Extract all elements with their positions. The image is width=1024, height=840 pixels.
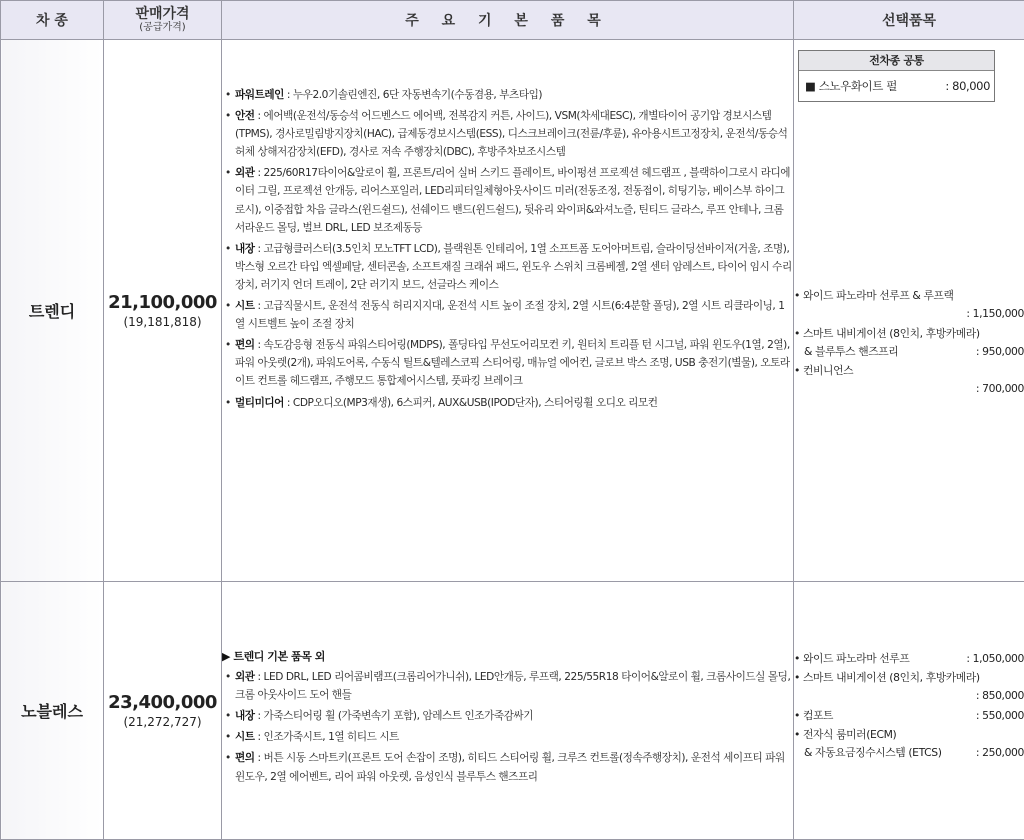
sale-price: 23,400,000 bbox=[104, 692, 221, 713]
basic-item bbox=[222, 394, 793, 412]
option-name: • 스마트 내비게이션 (8인치, 후방카메라) bbox=[794, 325, 1024, 343]
supply-price: (19,181,818) bbox=[104, 315, 221, 329]
option-name: • 컴포트 bbox=[794, 707, 976, 725]
basic-item-category: 멀티미디어 bbox=[235, 397, 284, 409]
bullet-icon: • bbox=[225, 164, 231, 182]
basic-item-category: 외관 bbox=[235, 167, 255, 179]
header-price bbox=[104, 1, 222, 40]
basic-item-category: 안전 bbox=[235, 110, 255, 122]
header-model: 차 종 bbox=[1, 1, 104, 40]
header-options: 선택품목 bbox=[794, 1, 1024, 40]
basic-item-category: 내장 bbox=[235, 243, 255, 255]
basic-item-text: : 225/60R17타이어&알로이 휠, 프론트/리어 실버 스키드 플레이트, 바이펑션 프로젝션 헤드램프 , 블랙하이그로시 라디에이터 그릴, 프로젝션 안개등, 리어스포일러, LED리피터일체형아웃사이드 미러(전동조정, 전동접이, 히팅기능, 베이스부 하이그로시), 이중접합 차음 글라스(윈드쉴드), 선쉐이드 밴드(윈드쉴드), 뒷유리 와이퍼&와셔노즐, 틴티드 글라스, 루프 안테나, 크롬서라운드 몰딩, 벌브 DRL, LED 보조제동등 bbox=[235, 167, 790, 233]
option-name: & 자동요금징수시스템 (ETCS) bbox=[804, 744, 976, 762]
basic-item-text: : LED DRL, LED 리어콤비램프(크롬리어가니쉬), LED안개등, 루프랙, 225/55R18 타이어&알로이 휠, 크롬사이드실 몰딩, 크롬 아웃사이드 도어 핸들 bbox=[235, 671, 790, 701]
basic-item-text: : 고급직물시트, 운전석 전동식 허리지지대, 운전석 시트 높이 조절 장치, 2열 시트(6:4분할 폴딩), 2열 시트 리클라이닝, 1열 시트벨트 높이 조절 장치 bbox=[235, 300, 785, 330]
basic-item bbox=[222, 728, 793, 746]
option-item bbox=[794, 650, 1024, 668]
basic-item-text: : 에어백(운전석/동승석 어드벤스드 에어백, 전복감지 커튼, 사이드), VSM(차세대ESC), 개별타이어 공기압 경보시스템(TPMS), 경사로밀림방지장치(HAC), 급제동경보시스템(ESS), 디스크브레이크(전륜/후륜), 유아용시트고정장치, 운전석/동승석 허체 상해저감장치(EFD), 경사로 저속 주행장치(DBC), 후방주차보조시스템 bbox=[235, 110, 787, 158]
bullet-icon: • bbox=[225, 394, 231, 412]
option-price: : 250,000 bbox=[976, 744, 1024, 762]
common-option-name: ■ 스노우화이트 펄 bbox=[805, 77, 897, 95]
basic-item bbox=[222, 164, 793, 236]
bullet-icon: • bbox=[225, 749, 231, 767]
header-supply-price-label: (공급가격) bbox=[104, 22, 221, 34]
option-item bbox=[794, 726, 1024, 762]
bullet-icon: • bbox=[225, 297, 231, 315]
basic-item-text: : 인조가죽시트, 1열 히티드 시트 bbox=[255, 731, 399, 743]
bullet-icon: • bbox=[225, 668, 231, 686]
option-price: : 1,050,000 bbox=[966, 650, 1024, 668]
basic-item-text: : CDP오디오(MP3재생), 6스피커, AUX&USB(IPOD단자), 스티어링휠 오디오 리모컨 bbox=[284, 397, 658, 409]
option-name: • 스마트 내비게이션 (8인치, 후방카메라) bbox=[794, 669, 1024, 687]
basic-item-category: 시트 bbox=[235, 300, 255, 312]
option-name: & 블루투스 핸즈프리 bbox=[804, 343, 976, 361]
basic-item bbox=[222, 107, 793, 161]
basic-item-text: : 고급형클러스터(3.5인치 모노TFT LCD), 블랙원톤 인테리어, 1열 소프트폼 도어아머트림, 슬라이딩선바이저(거울, 조명), 박스형 오르간 타입 엑셀페달, 센터콘솔, 소프트재질 크래쉬 패드, 윈도우 스위치 크롬베젤, 2열 센터 암레스트, 타이어 임시 수리 장치, 러기지 언더 트레이, 2단 러기지 보드, 선글라스 케이스 bbox=[235, 243, 792, 291]
basic-items-cell bbox=[222, 40, 794, 582]
option-item bbox=[794, 362, 1024, 398]
option-price: : 950,000 bbox=[976, 343, 1024, 361]
basic-item-category: 파워트레인 bbox=[235, 89, 284, 101]
basic-item bbox=[222, 707, 793, 725]
basic-item bbox=[222, 336, 793, 390]
basic-item-category: 편의 bbox=[235, 752, 255, 764]
options-cell bbox=[794, 582, 1024, 840]
bullet-icon: • bbox=[225, 107, 231, 125]
basic-items-list bbox=[222, 668, 793, 786]
basic-item-category: 내장 bbox=[235, 710, 255, 722]
option-item bbox=[794, 707, 1024, 725]
option-name: • 와이드 파노라마 선루프 & 루프랙 bbox=[794, 287, 1024, 305]
common-options-box bbox=[798, 50, 995, 102]
basic-item bbox=[222, 668, 793, 704]
sale-price: 21,100,000 bbox=[104, 292, 221, 313]
option-name: • 와이드 파노라마 선루프 bbox=[794, 650, 966, 668]
bullet-icon: • bbox=[225, 707, 231, 725]
bullet-icon: • bbox=[225, 240, 231, 258]
basic-item-category: 외관 bbox=[235, 671, 255, 683]
option-price: : 1,150,000 bbox=[794, 305, 1024, 323]
price-cell bbox=[104, 40, 222, 582]
common-options-title: 전차종 공통 bbox=[799, 51, 994, 71]
basic-item-category: 편의 bbox=[235, 339, 255, 351]
model-name: 노블레스 bbox=[1, 582, 104, 840]
basic-item bbox=[222, 240, 793, 294]
bullet-icon: • bbox=[225, 336, 231, 354]
bullet-icon: • bbox=[225, 728, 231, 746]
bullet-icon: • bbox=[225, 86, 231, 104]
basic-item-text: : 속도감응형 전동식 파워스티어링(MDPS), 폴딩타입 무선도어리모컨 키, 원터치 트리플 턴 시그널, 파워 윈도우(1열, 2열), 파워 아웃렛(2개), 파워도어록, 수동식 틸트&텔레스코픽 스티어링, 매뉴얼 에어컨, 글로브 박스 조명, USB 충전기(별물), 오토라이트 컨트롤 헤드램프, 주행모드 통합제어시스템, 풋파킹 브레이크 bbox=[235, 339, 790, 387]
option-price: : 550,000 bbox=[976, 707, 1024, 725]
table-row-trendy bbox=[1, 40, 1024, 582]
option-name: • 전자식 룸미러(ECM) bbox=[794, 726, 1024, 744]
model-name: 트렌디 bbox=[1, 40, 104, 582]
basic-item-text: : 누우2.0기솔린엔진, 6단 자동변속기(수동겸용, 부츠타입) bbox=[284, 89, 542, 101]
option-price: : 850,000 bbox=[794, 687, 1024, 705]
table-row-noblesse bbox=[1, 582, 1024, 840]
option-item bbox=[794, 669, 1024, 705]
basic-item bbox=[222, 297, 793, 333]
common-option-price: : 80,000 bbox=[945, 77, 990, 95]
header-price-label: 판매가격 bbox=[104, 7, 221, 22]
basic-item-text: : 가죽스티어링 휠 (가죽변속기 포함), 암레스트 인조가죽감싸기 bbox=[255, 710, 533, 722]
options-list bbox=[794, 650, 1024, 762]
price-cell bbox=[104, 582, 222, 840]
option-name: • 컨비니언스 bbox=[794, 362, 1024, 380]
basic-item-category: 시트 bbox=[235, 731, 255, 743]
common-option-row bbox=[799, 71, 994, 101]
basic-items-list bbox=[222, 86, 793, 412]
options-list bbox=[794, 287, 1024, 398]
basic-item-text: : 버튼 시동 스마트키(프론트 도어 손잡이 조명), 히티드 스티어링 휠, 크루즈 컨트롤(정속주행장치), 운전석 세이프티 파워 윈도우, 2열 에어벤트, 리어 파워 아웃렛, 음성인식 블루투스 핸즈프리 bbox=[235, 752, 785, 782]
basic-item bbox=[222, 749, 793, 785]
option-price: : 700,000 bbox=[794, 380, 1024, 398]
header-basic-items: 주 요 기 본 품 목 bbox=[222, 1, 794, 40]
options-cell bbox=[794, 40, 1024, 582]
header-row bbox=[1, 1, 1024, 40]
basic-subheading: ▶ 트렌디 기본 품목 외 bbox=[222, 648, 793, 666]
basic-item bbox=[222, 86, 793, 104]
basic-items-cell bbox=[222, 582, 794, 840]
supply-price: (21,272,727) bbox=[104, 715, 221, 729]
option-item bbox=[794, 325, 1024, 361]
option-item bbox=[794, 287, 1024, 323]
